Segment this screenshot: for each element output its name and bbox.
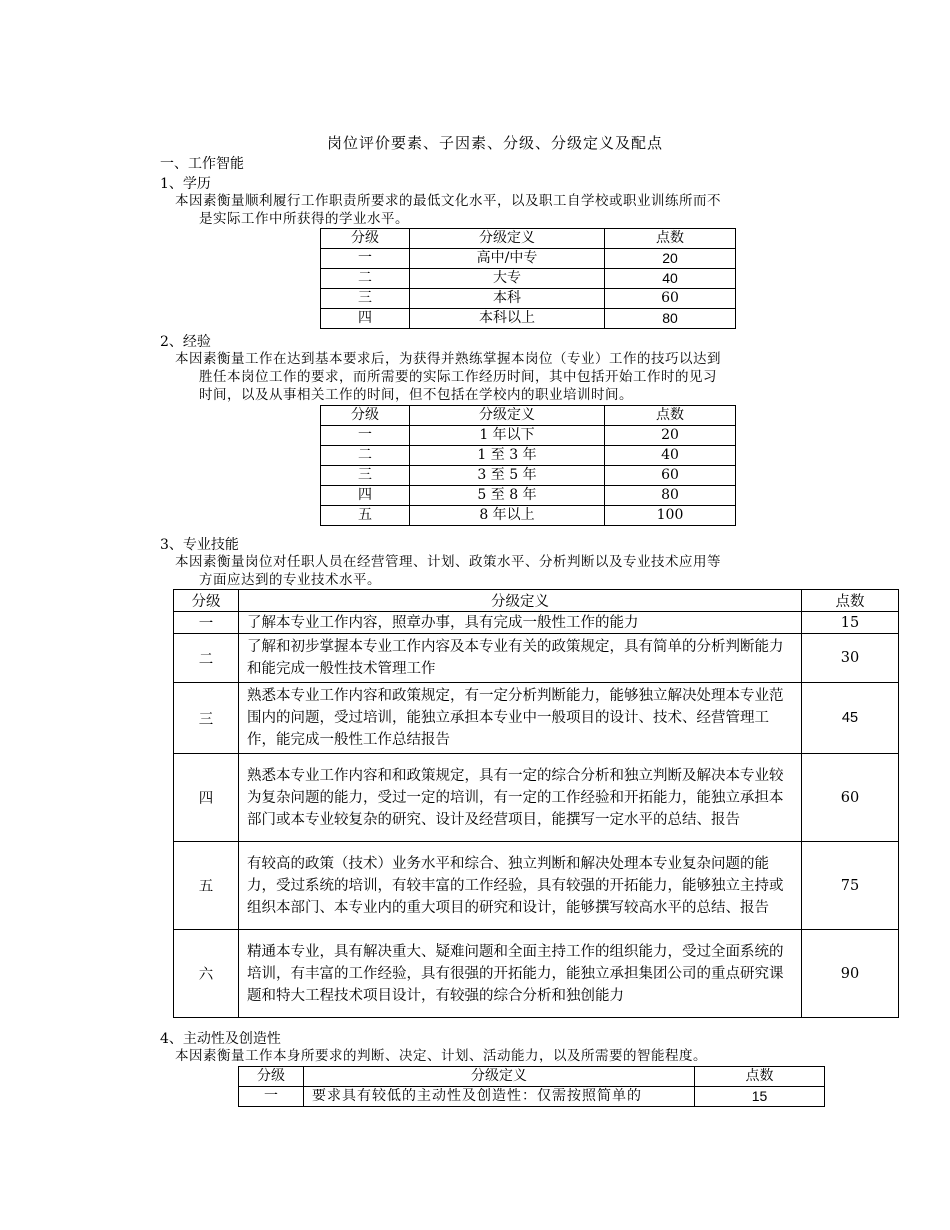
- points-cell: 40: [605, 269, 736, 289]
- points-cell: 60: [605, 289, 736, 309]
- professional-skill-description: [175, 553, 815, 589]
- header-points: 点数: [695, 1067, 825, 1087]
- definition-cell: 5 至 8 年: [410, 486, 605, 506]
- definition-cell: 熟悉本专业工作内容和和政策规定，具有一定的综合分析和独立判断及解决本专业较为复杂问题的能力，受过一定的培训，有一定的工作经验和开拓能力，能独立承担本部门或本专业较复杂的研究、设计及经营项目，能撰写一定水平的总结、报告: [239, 754, 802, 842]
- experience-desc-line: 胜任本岗位工作的要求，而所需要的实际工作经历时间，其中包括开始工作时的见习: [199, 369, 717, 385]
- definition-cell: 要求具有较低的主动性及创造性：仅需按照简单的: [304, 1087, 695, 1107]
- points-cell: 40: [605, 446, 736, 466]
- table-row: [174, 634, 899, 683]
- level-cell: 五: [174, 842, 239, 930]
- initiative-table: [238, 1066, 825, 1107]
- initiative-desc-line: 本因素衡量工作本身所要求的判断、决定、计划、活动能力，以及所需要的智能程度。: [175, 1048, 707, 1064]
- definition-cell: 有较高的政策（技术）业务水平和综合、独立判断和解决处理本专业复杂问题的能力，受过系统的培训，有较丰富的工作经验，具有较强的开拓能力，能够独立主持或组织本部门、本专业内的重大项目的研究和设计，能够撰写较高水平的总结、报告: [239, 842, 802, 930]
- table-row: [321, 269, 736, 289]
- points-cell: 60: [605, 466, 736, 486]
- points-cell: 30: [802, 634, 899, 683]
- level-cell: 三: [174, 683, 239, 754]
- education-table: [320, 228, 736, 329]
- header-definition: 分级定义: [410, 406, 605, 426]
- level-cell: 二: [321, 269, 410, 289]
- skill-desc-line: 方面应达到的专业技术水平。: [199, 572, 381, 588]
- experience-desc-line: 本因素衡量工作在达到基本要求后，为获得并熟练掌握本岗位（专业）工作的技巧以达到: [175, 351, 721, 367]
- table-row: [174, 754, 899, 842]
- experience-heading: 2、经验: [160, 334, 211, 350]
- level-cell: 四: [174, 754, 239, 842]
- definition-cell: 1 至 3 年: [410, 446, 605, 466]
- points-cell: 80: [605, 486, 736, 506]
- definition-cell: 熟悉本专业工作内容和政策规定，有一定分析判断能力，能够独立解决处理本专业范围内的问题，受过培训，能独立承担本专业中一般项目的设计、技术、经营管理工作，能完成一般性工作总结报告: [239, 683, 802, 754]
- initiative-heading: 4、主动性及创造性: [160, 1031, 281, 1047]
- education-heading: 1、学历: [160, 176, 211, 192]
- header-level: 分级: [321, 406, 410, 426]
- education-description: [175, 192, 815, 228]
- professional-skill-table: [173, 589, 899, 1018]
- level-cell: 四: [321, 486, 410, 506]
- points-cell: 20: [605, 426, 736, 446]
- definition-cell: 了解本专业工作内容，照章办事，具有完成一般性工作的能力: [239, 612, 802, 634]
- header-level: 分级: [321, 229, 410, 249]
- level-cell: 四: [321, 309, 410, 329]
- header-level: 分级: [174, 590, 239, 612]
- table-row: [321, 249, 736, 269]
- table-row: [321, 446, 736, 466]
- header-points: 点数: [605, 229, 736, 249]
- level-cell: 六: [174, 930, 239, 1018]
- level-cell: 二: [174, 634, 239, 683]
- table-row: [321, 289, 736, 309]
- experience-table: [320, 405, 736, 526]
- experience-description: [175, 350, 815, 404]
- header-level: 分级: [239, 1067, 304, 1087]
- table-row: [321, 309, 736, 329]
- definition-cell: 高中/中专: [410, 249, 605, 269]
- points-cell: 100: [605, 506, 736, 526]
- definition-cell: 8 年以上: [410, 506, 605, 526]
- table-row: [321, 506, 736, 526]
- points-cell: 15: [802, 612, 899, 634]
- header-points: 点数: [802, 590, 899, 612]
- skill-desc-line: 本因素衡量岗位对任职人员在经营管理、计划、政策水平、分析判断以及专业技术应用等: [175, 554, 721, 570]
- definition-cell: 1 年以下: [410, 426, 605, 446]
- definition-cell: 了解和初步掌握本专业工作内容及本专业有关的政策规定，具有简单的分析判断能力和能完成一般性技术管理工作: [239, 634, 802, 683]
- table-header-row: [239, 1067, 825, 1087]
- education-desc-line: 本因素衡量顺利履行工作职责所要求的最低文化水平，以及职工自学校或职业训练所而不: [175, 193, 721, 209]
- definition-cell: 大专: [410, 269, 605, 289]
- section-heading-work-intelligence: 一、工作智能: [160, 156, 244, 172]
- table-row: [239, 1087, 825, 1107]
- table-row: [174, 683, 899, 754]
- level-cell: 三: [321, 289, 410, 309]
- table-row: [174, 612, 899, 634]
- level-cell: 一: [239, 1087, 304, 1107]
- level-cell: 三: [321, 466, 410, 486]
- page-title: 岗位评价要素、子因素、分级、分级定义及配点: [326, 134, 663, 152]
- points-cell: 20: [605, 249, 736, 269]
- header-definition: 分级定义: [304, 1067, 695, 1087]
- level-cell: 一: [321, 249, 410, 269]
- level-cell: 一: [174, 612, 239, 634]
- points-cell: 75: [802, 842, 899, 930]
- points-cell: 60: [802, 754, 899, 842]
- table-row: [174, 842, 899, 930]
- definition-cell: 本科: [410, 289, 605, 309]
- professional-skill-heading: 3、专业技能: [160, 537, 239, 553]
- initiative-description: [175, 1047, 815, 1065]
- points-cell: 90: [802, 930, 899, 1018]
- points-cell: 15: [695, 1087, 825, 1107]
- header-points: 点数: [605, 406, 736, 426]
- table-header-row: [321, 229, 736, 249]
- level-cell: 五: [321, 506, 410, 526]
- header-definition: 分级定义: [239, 590, 802, 612]
- header-definition: 分级定义: [410, 229, 605, 249]
- level-cell: 一: [321, 426, 410, 446]
- definition-cell: 精通本专业，具有解决重大、疑难问题和全面主持工作的组织能力，受过全面系统的培训，有丰富的工作经验，具有很强的开拓能力，能独立承担集团公司的重点研究课题和特大工程技术项目设计，有较强的综合分析和独创能力: [239, 930, 802, 1018]
- points-cell: 45: [802, 683, 899, 754]
- table-header-row: [321, 406, 736, 426]
- level-cell: 二: [321, 446, 410, 466]
- table-row: [321, 426, 736, 446]
- table-row: [321, 466, 736, 486]
- education-desc-line: 是实际工作中所获得的学业水平。: [199, 211, 409, 227]
- experience-desc-line: 时间，以及从事相关工作的时间，但不包括在学校内的职业培训时间。: [199, 387, 633, 403]
- points-cell: 80: [605, 309, 736, 329]
- definition-cell: 3 至 5 年: [410, 466, 605, 486]
- definition-cell: 本科以上: [410, 309, 605, 329]
- table-row: [174, 930, 899, 1018]
- table-header-row: [174, 590, 899, 612]
- table-row: [321, 486, 736, 506]
